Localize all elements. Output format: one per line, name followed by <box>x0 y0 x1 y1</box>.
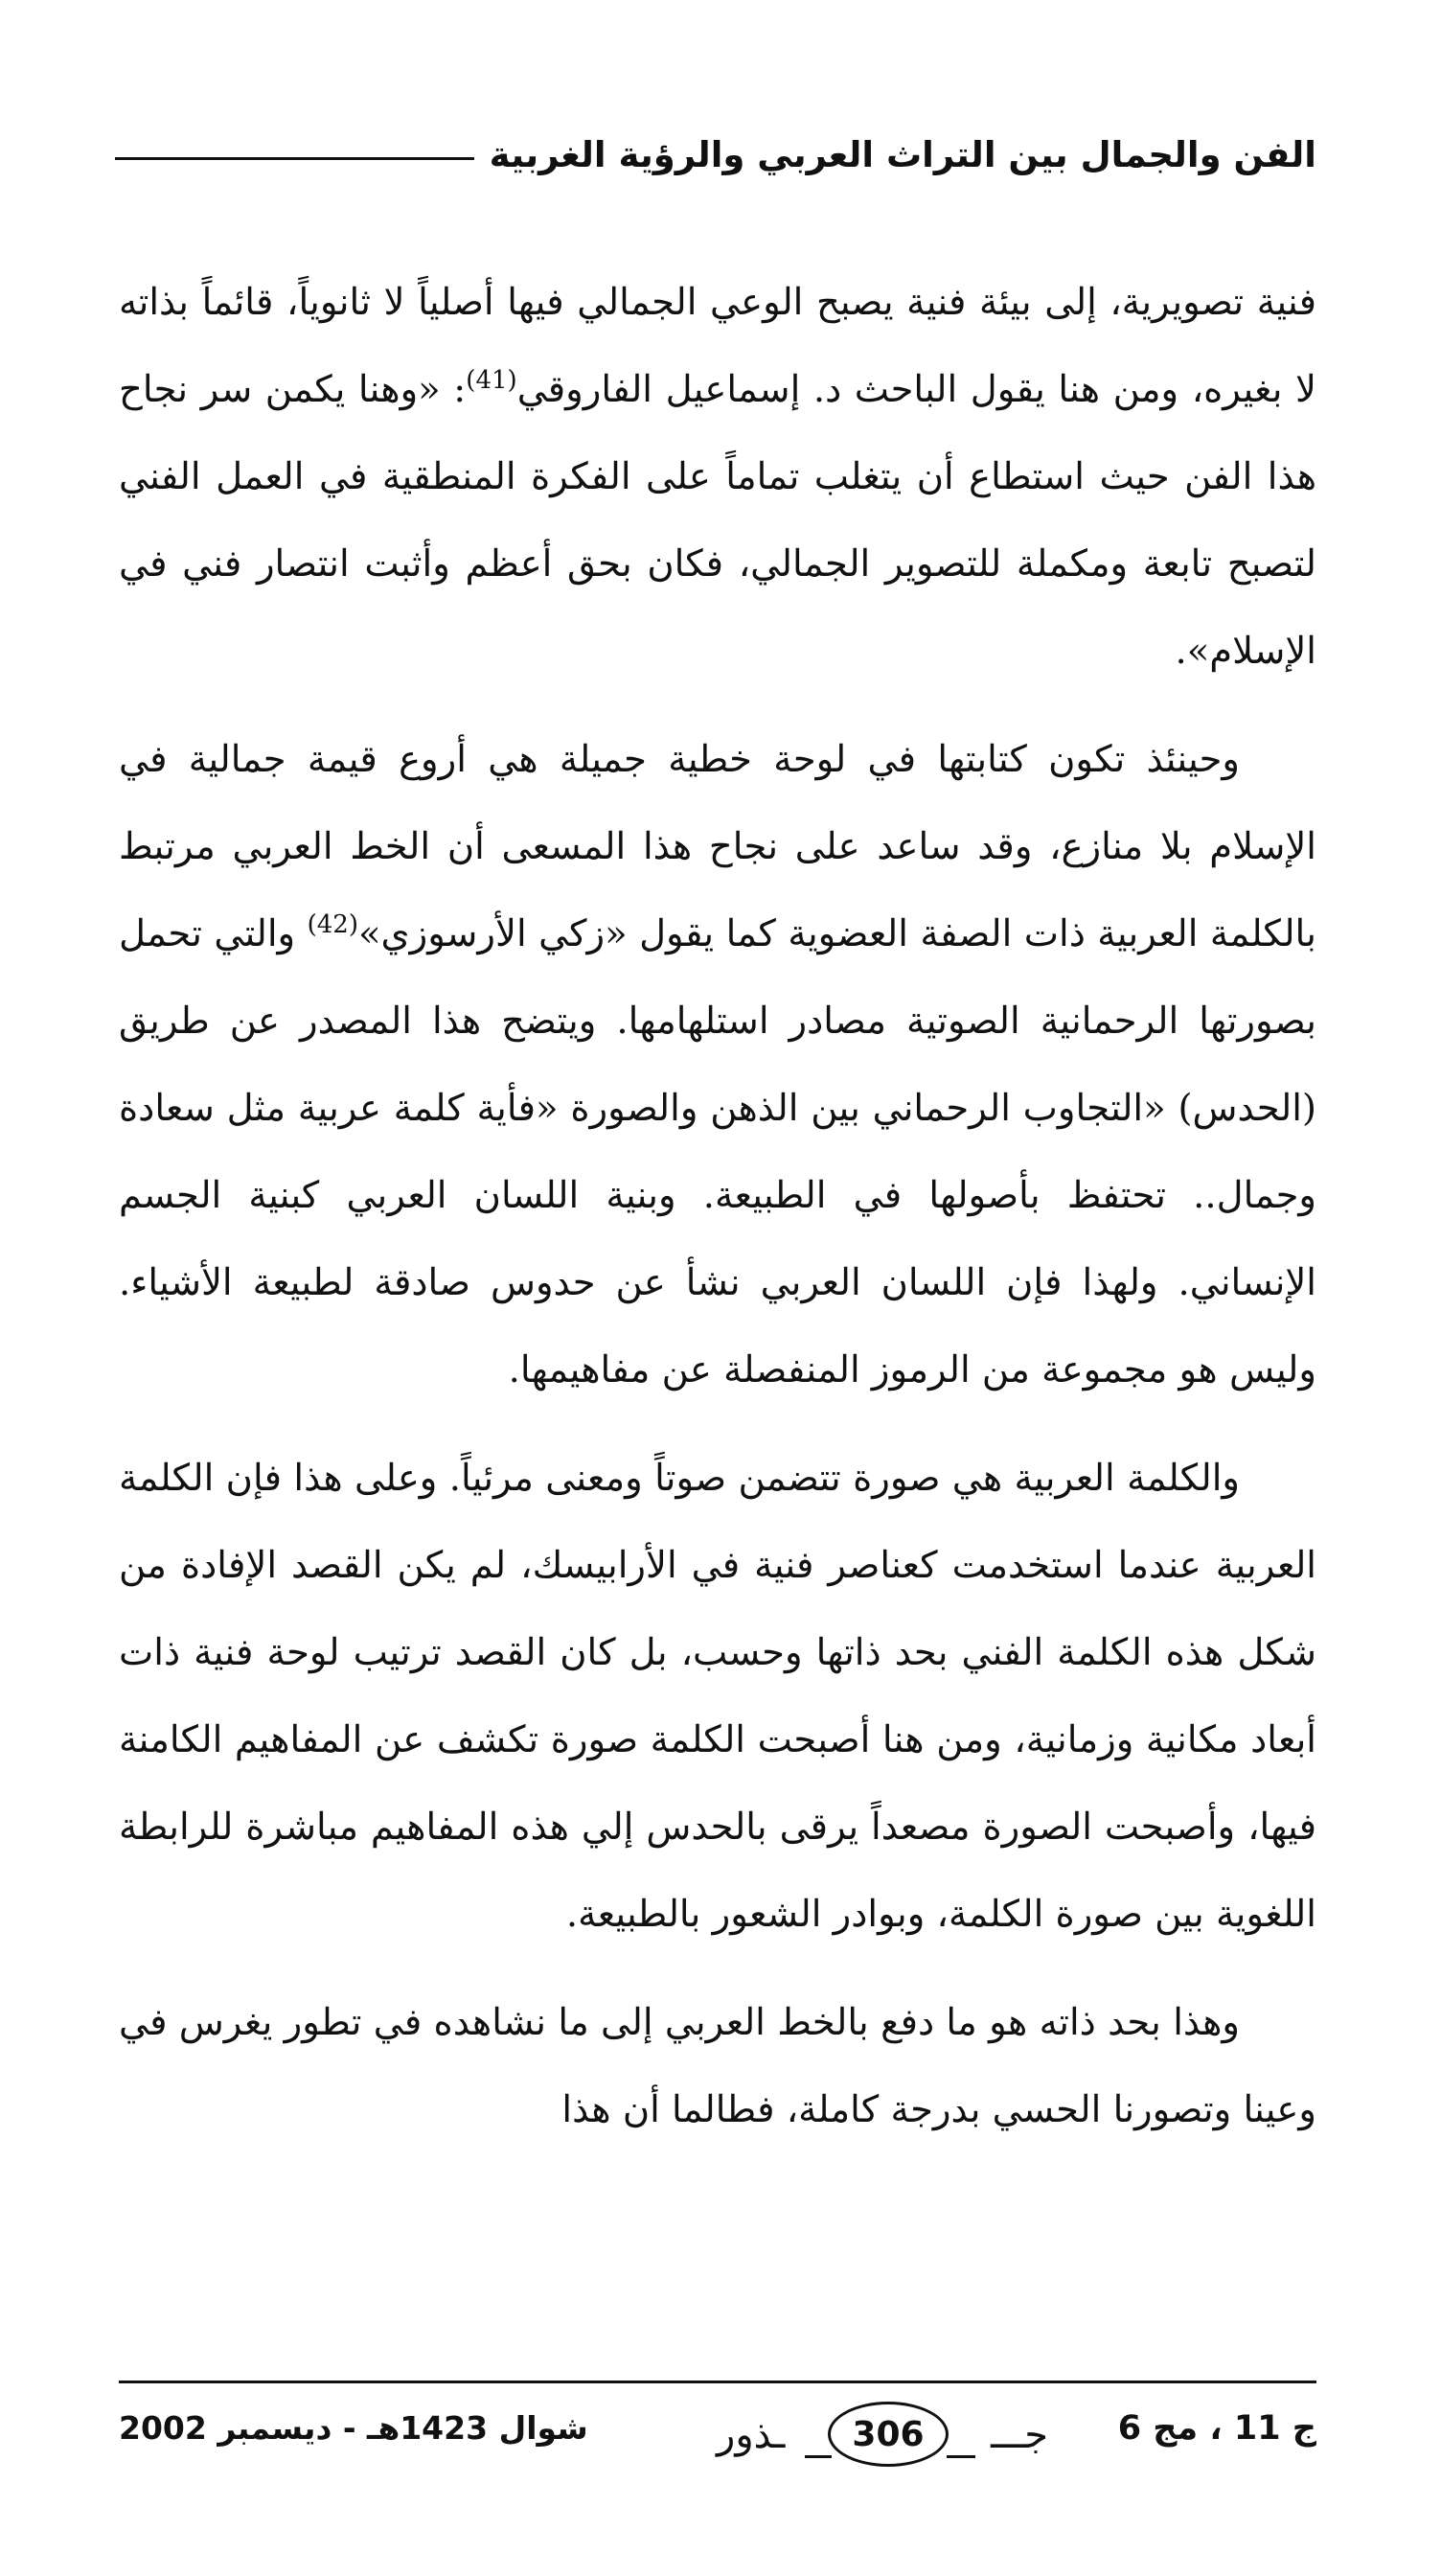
header-rule <box>115 157 474 160</box>
header-title: الفن والجمال بين التراث العربي والرؤية الغربية <box>489 134 1316 175</box>
page-number: 306 <box>852 2414 925 2454</box>
footnote-ref-41: (41) <box>466 366 517 395</box>
paragraph-4: وهذا بحد ذاته هو ما دفع بالخط العربي إلى ما نشاهده في تطور يغرس في وعينا وتصورنا الحسي بدرجة كاملة، فطالما أن هذا <box>119 2001 1316 2131</box>
logo-underline-right <box>947 2455 975 2458</box>
page-number-badge <box>828 2402 949 2467</box>
issue-date: شوال 1423هـ - ديسمبر 2002 <box>119 2409 588 2447</box>
journal-logo <box>713 2396 1077 2482</box>
footer-rule <box>119 2380 1316 2383</box>
logo-text-right: جـــ <box>991 2413 1048 2457</box>
paragraph-1-text-a: فنية تصويرية، إلى بيئة فنية يصبح الوعي الجمالي فيها أصلياً لا ثانوياً، قائماً بذاته لا بغيره، ومن هنا يقول الباحث د. إسماعيل الفاروقي <box>119 281 1316 411</box>
paragraph-1-text-b: : «وهنا يكمن سر نجاح هذا الفن حيث استطاع أن يتغلب تماماً على الفكرة المنطقية في العمل الفني لتصبح تابعة ومكملة للتصوير الجمالي، فكان بحق أعظم وأثبت انتصار فني في الإسلام». <box>119 368 1316 673</box>
paragraph-1 <box>119 259 1316 695</box>
footnote-ref-42: (42) <box>307 910 358 939</box>
logo-text-left: ـذور <box>717 2413 786 2457</box>
page-footer <box>119 2396 1316 2482</box>
body-text <box>119 259 1316 2174</box>
volume-issue: ج 11 ، مج 6 <box>1117 2409 1316 2448</box>
paragraph-2-text-b: والتي تحمل بصورتها الرحمانية الصوتية مصادر استلهامها. ويتضح هذا المصدر عن طريق (الحدس) «التجاوب الرحماني بين الذهن والصورة «فأية كلمة عربية مثل سعادة وجمال.. تحتفظ بأصولها في الطبيعة. وبنية اللسان العربي كبنية الجسم الإنساني. ولهذا فإن اللسان العربي نشأ عن حدوس صادقة لطبيعة الأشياء. وليس هو مجموعة من الرموز المنفصلة عن مفاهيمها. <box>119 912 1316 1392</box>
logo-underline-left <box>805 2455 832 2458</box>
paragraph-2-text-a: وحينئذ تكون كتابتها في لوحة خطية جميلة هي أروع قيمة جمالية في الإسلام بلا منازع، وقد ساعد على نجاح هذا المسعى أن الخط العربي مرتبط بالكلمة العربية ذات الصفة العضوية كما يقول «زكي الأرسوزي» <box>119 738 1316 955</box>
paragraph-3: والكلمة العربية هي صورة تتضمن صوتاً ومعنى مرئياً. وعلى هذا فإن الكلمة العربية عندما استخدمت كعناصر فنية في الأرابيسك، لم يكن القصد الإفادة من شكل هذه الكلمة الفني بحد ذاتها وحسب، بل كان القصد ترتيب لوحة فنية ذات أبعاد مكانية وزمانية، ومن هنا أصبحت الكلمة صورة تكشف عن المفاهيم الكامنة فيها، وأصبحت الصورة مصعداً يرقى بالحدس إلي هذه المفاهيم مباشرة للرابطة اللغوية بين صورة الكلمة، وبوادر الشعور بالطبيعة. <box>119 1457 1316 1936</box>
running-header <box>115 134 1316 175</box>
paragraph-2 <box>119 716 1316 1414</box>
